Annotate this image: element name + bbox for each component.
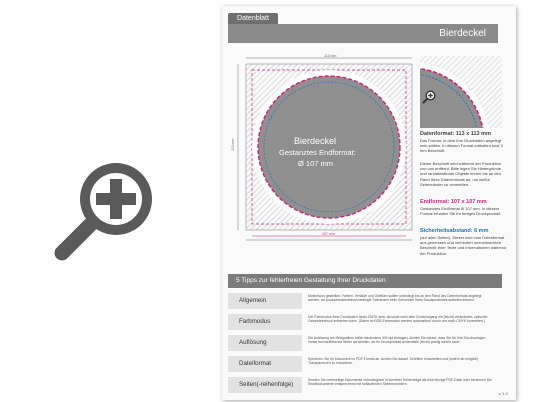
tip-label: Auflösung	[228, 335, 302, 351]
tip-row	[228, 312, 502, 332]
tip-text: Motive/Aus gestellten, Farben, Verläufe und Grafiken sollten unbedingt bis an den Rand des Datenformats angelegt werden, da produktionstechnisch bedingte Toleranzen beim Schneiden Ihres Druckproduktes auftreten können.	[308, 294, 482, 303]
tip-label: Seiten(-reihenfolge)	[228, 377, 302, 393]
info-heading: Endformat: 107 x 107 mm	[420, 199, 487, 205]
circle-label-3: Ø 107 mm	[298, 159, 334, 168]
dim-top: 113 mm	[324, 54, 337, 58]
tip-label: Farbmodus	[228, 314, 302, 330]
tip-text: Speichern Sie Ihr Dokument im PDF-Format ab. Achten Sie darauf, Schriften einzubetten und (sofern ab möglich) Transparenzen zu reduzieren.	[308, 357, 479, 366]
zoom-in-icon-small[interactable]	[422, 90, 436, 104]
tip-text: Die Auflösung von Bildgrafiken sollte mindestens 300 dpi betragen. Achten Sie darauf, dass Sie für Ihre Druckvorlagen immer hochauflösende Bilder verwenden, da Ihr Druckprodukt andernfalls (leicht) pixelig wirken kann.	[308, 336, 486, 345]
tip-row	[228, 333, 502, 353]
info-heading: Datenformat: 113 x 113 mm	[420, 131, 491, 137]
circle-label-2: Gestanztes Endformat:	[279, 148, 356, 157]
version-label: v. 1.0	[498, 391, 508, 396]
tip-text: Senden Sie mehrseitige Dokumente chronologisch in korrekter Reihenfolge als eine einzige PDF-Datei oder benennen Sie Einzeldokumente entsprechend mit fortlaufenden Seitennummern.	[308, 378, 492, 387]
tip-row	[228, 291, 502, 311]
tip-label: Allgemein	[228, 293, 302, 309]
coaster-diagram	[230, 52, 420, 242]
info-data-format	[420, 131, 508, 154]
info-end-format	[420, 199, 508, 216]
tip-label: Dateiformat	[228, 356, 302, 372]
dim-bottom: 107 mm	[322, 232, 335, 236]
datasheet-tab: Datenblatt	[228, 13, 278, 24]
tip-row	[228, 354, 502, 374]
info-heading: Sicherheitsabstand: 6 mm	[420, 228, 489, 234]
info-text: Das Format, in dem Ihre Druckdaten angelegt sein sollten. In diesem Format enthalten sind 3 mm Beschnitt.	[420, 138, 503, 154]
tips-title: 5 Tipps zur fehlerfreien Gestaltung Ihrer Druckdaten	[228, 274, 502, 288]
tip-text: Der Farbmodus Ihrer Druckdaten muss CMYK sein, da sonst nach dem Druckvorgang ein (leicht) veränderter, optischer Gesamteindruck entstehen kann. (Daten im RGB-Farbmodus werden automatisch durch uns nach CMYK konvertiert.)	[308, 315, 488, 324]
info-text: (auf allen Seiten). Dieser wird vom Datenformat aus gemessen und verhindert unerwünschten Beschnitt Ihrer Texte und Informationen während der Produktion.	[420, 235, 507, 256]
datasheet-page	[222, 6, 516, 400]
circle-label-1: Bierdeckel	[294, 136, 337, 146]
zoom-in-icon[interactable]	[50, 155, 160, 265]
info-text: Dieser Beschnitt wird während der Produktion von uns entfernt. Bitte legen Sie Hintergründe und randabfallende Objekte immer bis an den Rand Ihres Datenformats an, um weiße Seitenränder zu vermeiden.	[420, 161, 502, 187]
info-text: Gestanztes Endformat Ø 107 mm. In diesem Format erhalten Sie Ihr fertiges Druckprodukt.	[420, 206, 502, 217]
info-bleed	[420, 161, 508, 187]
dim-side: 113 mm	[231, 138, 235, 151]
tip-row	[228, 375, 502, 395]
info-safety	[420, 228, 508, 256]
page-title: Bierdeckel	[228, 24, 498, 43]
